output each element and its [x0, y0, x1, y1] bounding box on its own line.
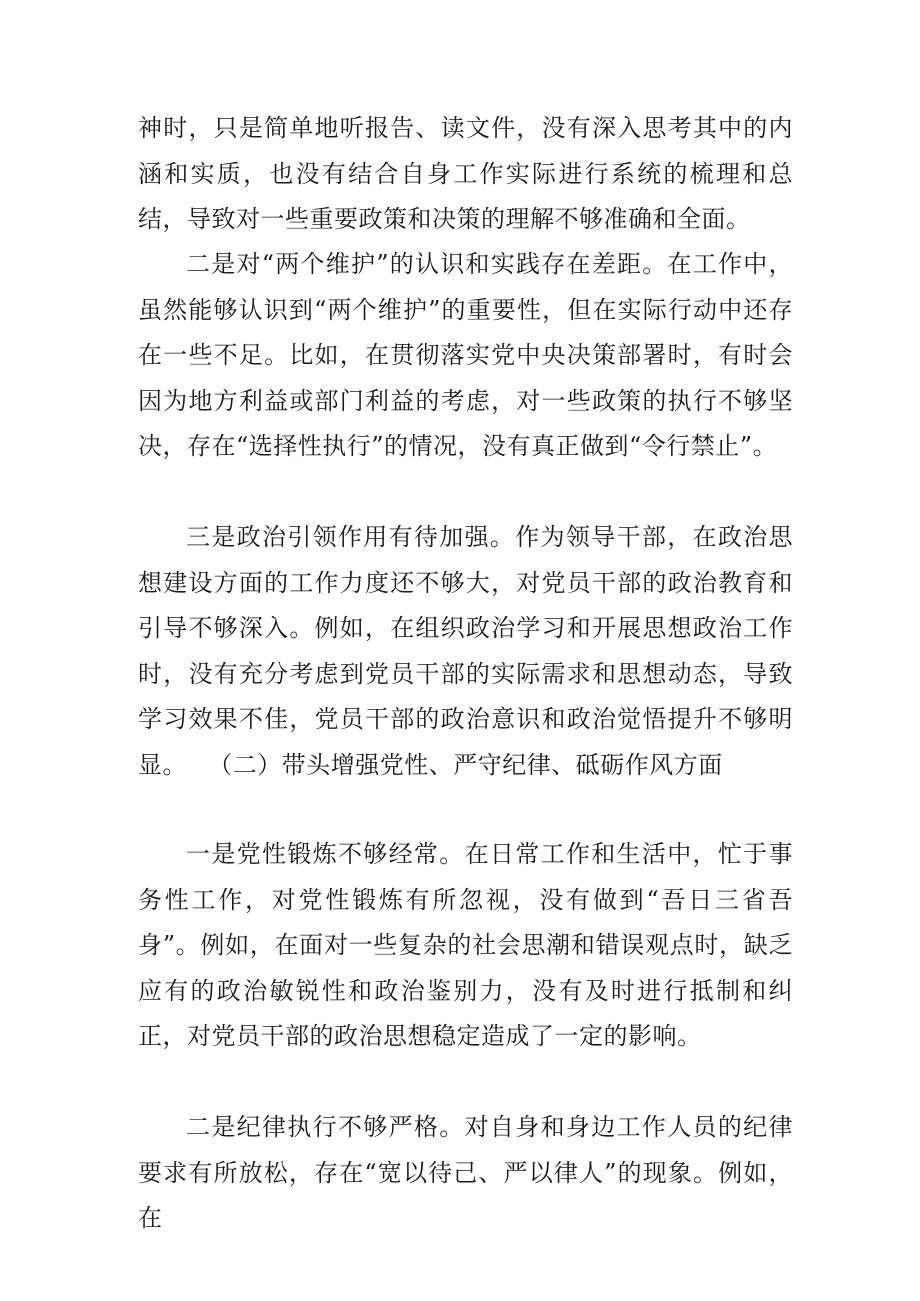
- section-heading: （二）带头增强党性、严守纪律、砥砺作风方面: [208, 751, 723, 779]
- paragraph-political-leadership: 三是政治引领作用有待加强。作为领导干部，在政治思想建设方面的工作力度还不够大，对党员干部的政治教育和引导不够深入。例如，在组织政治学习和开展思想政治工作时，没有充分考虑到党员干部的实际需求和思想动态，导致学习效果不佳，党员干部的政治意识和政治觉悟提升不够明显。: [138, 523, 793, 779]
- paragraph-two-maintenances: 二是对“两个维护”的认识和实践存在差距。在工作中，虽然能够认识到“两个维护”的重要性，但在实际行动中还存在一些不足。比如，在贯彻落实党中央决策部署时，有时会因为地方利益或部门利益的考虑，对一些政策的执行不够坚决，存在“选择性执行”的情况，没有真正做到“令行禁止”。: [138, 250, 793, 460]
- paragraph-discipline: 二是纪律执行不够严格。对自身和身边工作人员的纪律要求有所放松，存在“宽以待己、严以律人”的现象。例如，在: [138, 1113, 793, 1232]
- paragraph-continuation: 神时，只是简单地听报告、读文件，没有深入思考其中的内涵和实质，也没有结合自身工作实际进行系统的梳理和总结，导致对一些重要政策和决策的理解不够准确和全面。: [138, 114, 793, 233]
- paragraph-party-spirit: 一是党性锻炼不够经常。在日常工作和生活中，忙于事务性工作，对党性锻炼有所忽视，没有做到“吾日三省吾身”。例如，在面对一些复杂的社会思潮和错误观点时，缺乏应有的政治敏锐性和政治鉴别力，没有及时进行抵制和纠正，对党员干部的政治思想稳定造成了一定的影响。: [138, 840, 793, 1050]
